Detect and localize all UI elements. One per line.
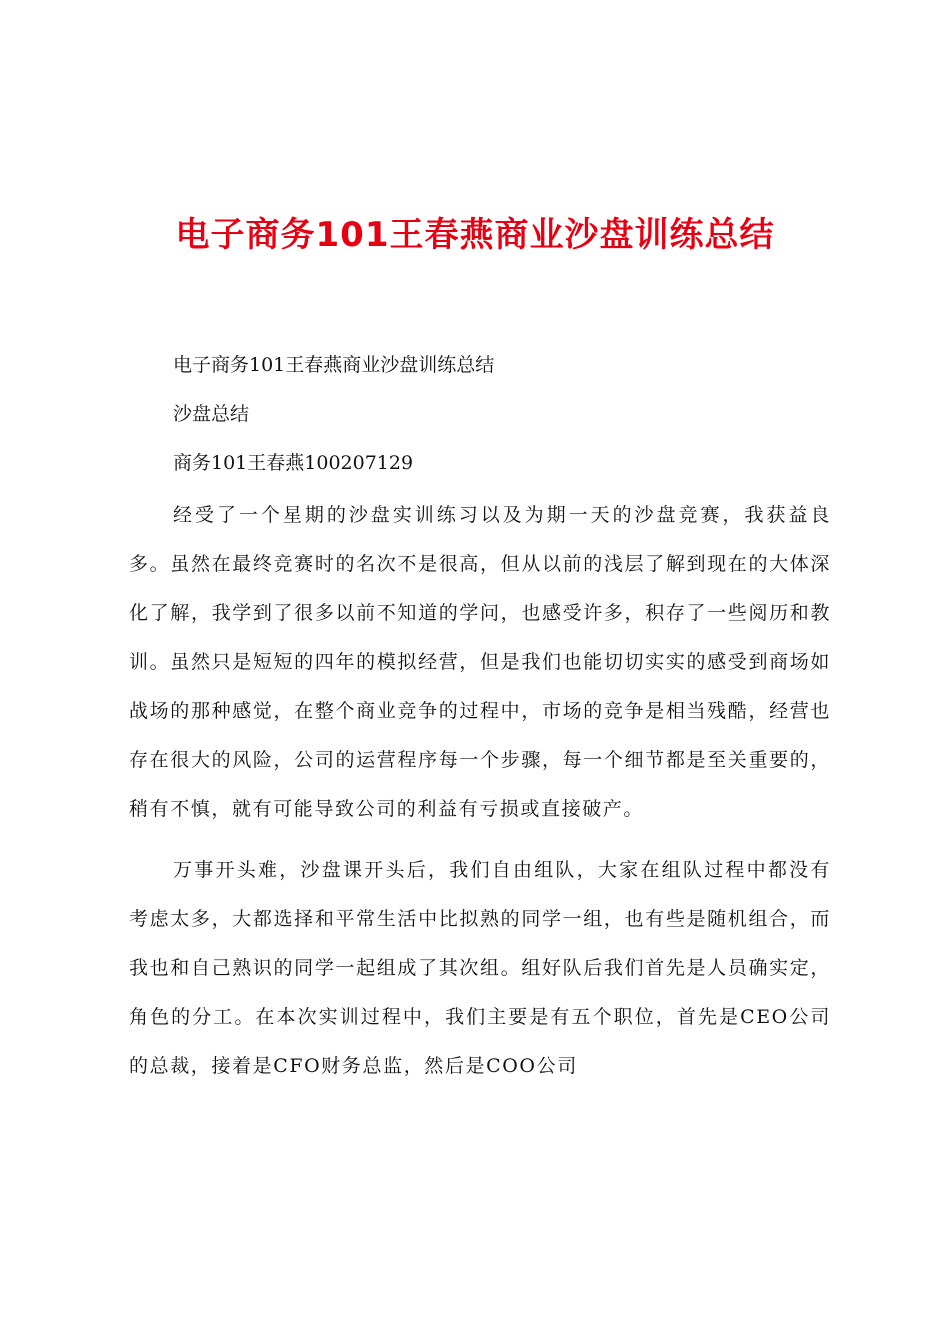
document-body: [129, 344, 831, 1103]
subtitle-line: 电子商务101王春燕商业沙盘训练总结: [173, 354, 495, 376]
paragraph: 万事开头难，沙盘课开头后，我们自由组队，大家在组队过程中都没有考虑太多，大都选择和平常生活中比拟熟的同学一组，也有些是随机组合，而我也和自己熟识的同学一起组成了其次组。组好队后我们首先是人员确实定，角色的分工。在本次实训过程中，我们主要是有五个职位，首先是CEO公司的总裁，接着是CFO财务总监，然后是COO公司: [129, 859, 831, 1077]
author-line: 商务101王春燕100207129: [173, 452, 414, 474]
section-heading: 沙盘总结: [173, 403, 250, 425]
paragraph: 经受了一个星期的沙盘实训练习以及为期一天的沙盘竞赛，我获益良多。虽然在最终竞赛时的名次不是很高，但从以前的浅层了解到现在的大体深化了解，我学到了很多以前不知道的学问，也感受许多，积存了一些阅历和教训。虽然只是短短的四年的模拟经营，但是我们也能切切实实的感受到商场如战场的那种感觉，在整个商业竞争的过程中，市场的竞争是相当残酷，经营也存在很大的风险，公司的运营程序每一个步骤，每一个细节都是至关重要的，稍有不慎，就有可能导致公司的利益有亏损或直接破产。: [129, 504, 831, 820]
document-title: 电子商务101王春燕商业沙盘训练总结: [175, 215, 775, 255]
